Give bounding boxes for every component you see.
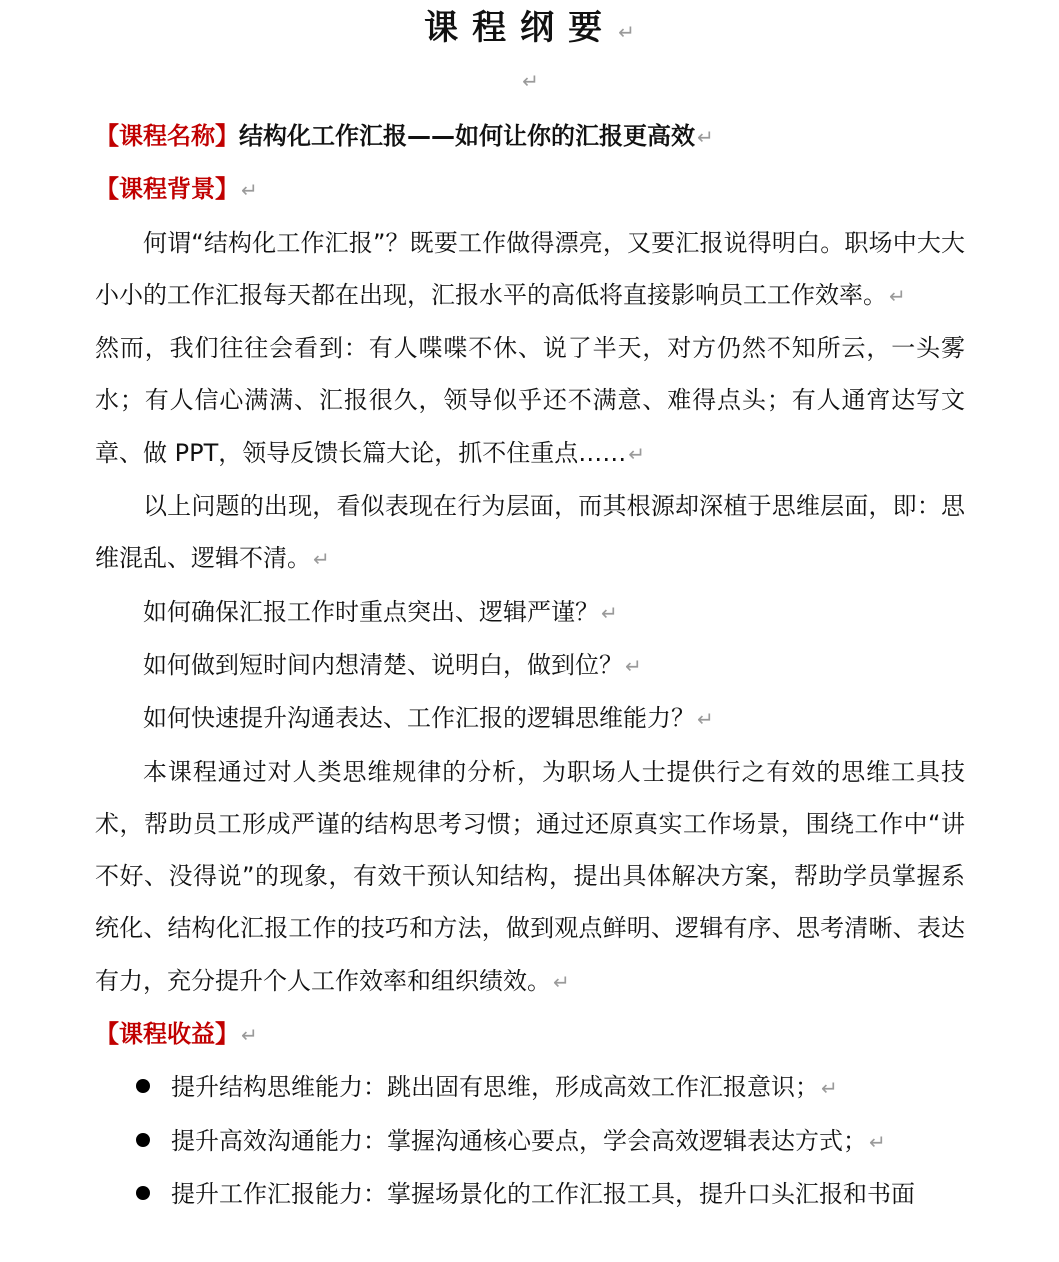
question-1 [95, 586, 965, 639]
paragraph-mark-icon: ↵ [601, 600, 618, 625]
course-name-label: 【课程名称】 [95, 122, 239, 150]
paragraph-mark-icon: ↵ [553, 969, 570, 994]
question-2 [95, 639, 965, 692]
benefit-item [95, 1115, 965, 1168]
paragraph-text: 何谓“结构化工作汇报”？既要工作做得漂亮，又要汇报说得明白。职场中大大小小的工作汇报每天都在出现，汇报水平的高低将直接影响员工工作效率。 [95, 228, 965, 309]
paragraph-mark-icon: ↵ [241, 1023, 258, 1048]
paragraph-text: 如何快速提升沟通表达、工作汇报的逻辑思维能力？ [143, 704, 695, 733]
bullet-icon [136, 1186, 150, 1200]
paragraph-mark-icon: ↵ [625, 653, 642, 678]
paragraph-text: 然而，我们往往会看到：有人喋喋不休、说了半天，对方仍然不知所云，一头雾水；有人信心满满、汇报很久，领导似乎还不满意、难得点头；有人通宵达写文章、做 PPT，领导反馈长篇大论，抓不住重点…… [95, 334, 965, 467]
benefit-text: 提升工作汇报能力：掌握场景化的工作汇报工具，提升口头汇报和书面 [171, 1179, 915, 1208]
background-heading [95, 163, 965, 216]
title-text: 课程纲要 [424, 8, 617, 48]
paragraph-text: 如何做到短时间内想清楚、说明白，做到位？ [143, 650, 623, 679]
bullet-icon [136, 1079, 150, 1093]
paragraph-mark-icon: ↵ [241, 178, 258, 203]
paragraph-mark-icon: ↵ [313, 547, 330, 572]
benefits-list [95, 1061, 965, 1220]
question-3 [95, 692, 965, 745]
background-paragraph-2 [95, 322, 965, 480]
paragraph-mark-icon: ↵ [821, 1076, 838, 1101]
paragraph-mark-icon: ↵ [697, 707, 714, 732]
paragraph-mark-icon: ↵ [628, 441, 645, 466]
benefits-heading [95, 1008, 965, 1061]
course-name-line [95, 110, 965, 163]
bullet-icon [136, 1133, 150, 1147]
benefit-text: 提升结构思维能力：跳出固有思维，形成高效工作汇报意识； [171, 1073, 819, 1102]
paragraph-mark-icon: ↵ [889, 283, 906, 308]
benefits-label: 【课程收益】 [95, 1020, 239, 1049]
paragraph-mark-icon: ↵ [697, 125, 714, 149]
background-label: 【课程背景】 [95, 175, 239, 204]
background-paragraph-1 [95, 217, 965, 323]
paragraph-text: 本课程通过对人类思维规律的分析，为职场人士提供行之有效的思维工具技术，帮助员工形成严谨的结构思考习惯；通过还原真实工作场景，围绕工作中“讲不好、没得说”的现象，有效干预认知结构，提出具体解决方案，帮助学员掌握系统化、结构化汇报工作的技巧和方法，做到观点鲜明、逻辑有序、思考清晰、表达有力，充分提升个人工作效率和组织绩效。 [95, 757, 965, 995]
empty-paragraph [0, 66, 1059, 98]
paragraph-mark-icon: ↵ [522, 69, 539, 93]
paragraph-text: 以上问题的出现，看似表现在行为层面，而其根源却深植于思维层面，即：思维混乱、逻辑不清。 [95, 492, 965, 573]
paragraph-mark-icon: ↵ [869, 1129, 886, 1154]
benefit-item [95, 1061, 965, 1114]
background-paragraph-3 [95, 480, 965, 586]
benefit-item [95, 1168, 965, 1220]
course-name-value: 结构化工作汇报——如何让你的汇报更高效 [239, 122, 695, 150]
paragraph-mark-icon: ↵ [618, 20, 635, 44]
document-title [0, 6, 1059, 54]
paragraph-text: 如何确保汇报工作时重点突出、逻辑严谨？ [143, 597, 599, 626]
background-paragraph-4 [95, 746, 965, 1008]
benefit-text: 提升高效沟通能力：掌握沟通核心要点，学会高效逻辑表达方式； [171, 1126, 867, 1155]
document-body [95, 110, 965, 1220]
